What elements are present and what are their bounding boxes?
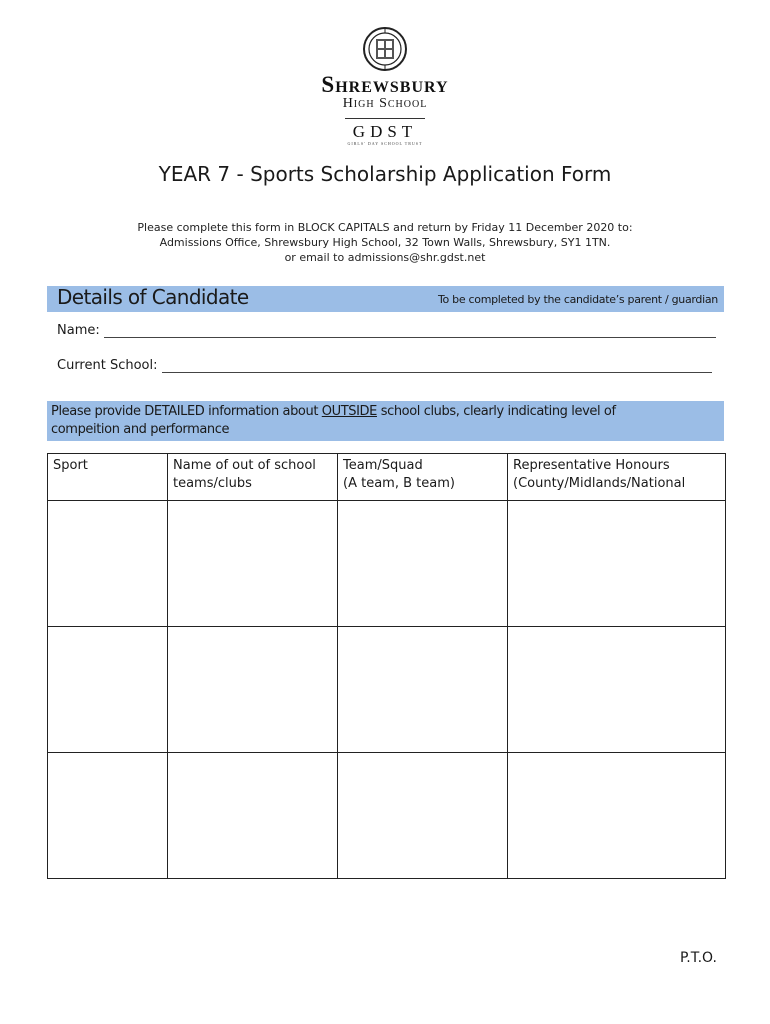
page-turn-note: P.T.O. bbox=[680, 950, 717, 966]
team-squad-cell[interactable] bbox=[338, 627, 508, 753]
honours-cell[interactable] bbox=[508, 501, 726, 627]
sport-cell[interactable] bbox=[48, 501, 168, 627]
form-title: YEAR 7 - Sports Scholarship Application Form bbox=[158, 162, 612, 186]
logo-trust: GDST bbox=[352, 122, 418, 141]
name-field[interactable] bbox=[104, 337, 716, 338]
header-team-squad-line-1: Team/Squad bbox=[343, 458, 423, 473]
clubs-prompt-emphasis: OUTSIDE bbox=[321, 404, 377, 419]
section-note: To be completed by the candidate’s parent / guardian bbox=[438, 293, 718, 306]
club-name-cell[interactable] bbox=[168, 753, 338, 879]
table-header-row bbox=[48, 454, 726, 501]
instruction-line: Please complete this form in BLOCK CAPITALS and return by Friday 11 December 2020 to: bbox=[137, 221, 633, 234]
header-honours-line-2: (County/Midlands/National bbox=[513, 476, 686, 491]
clubs-prompt-line-1 bbox=[51, 404, 616, 419]
header-club-name bbox=[168, 454, 338, 501]
club-name-cell[interactable] bbox=[168, 501, 338, 627]
sport-cell[interactable] bbox=[48, 627, 168, 753]
current-school-label: Current School: bbox=[57, 358, 158, 373]
logo-tagline: GIRLS' DAY SCHOOL TRUST bbox=[347, 141, 423, 146]
logo-divider bbox=[345, 118, 425, 119]
team-squad-cell[interactable] bbox=[338, 501, 508, 627]
honours-cell[interactable] bbox=[508, 627, 726, 753]
sport-cell[interactable] bbox=[48, 753, 168, 879]
clubs-prompt-line-2: compeition and performance bbox=[51, 422, 230, 437]
clubs-prompt-after: school clubs, clearly indicating level of bbox=[376, 404, 616, 419]
header-honours bbox=[508, 454, 726, 501]
school-crest-icon bbox=[362, 26, 408, 72]
name-label: Name: bbox=[57, 323, 100, 338]
header-team-squad-line-2: (A team, B team) bbox=[343, 476, 455, 491]
table-row bbox=[48, 501, 726, 627]
current-school-field[interactable] bbox=[162, 372, 712, 373]
table-row bbox=[48, 627, 726, 753]
instruction-address: Admissions Office, Shrewsbury High School, 32 Town Walls, Shrewsbury, SY1 1TN. bbox=[159, 236, 611, 249]
logo-school-name: Shrewsbury bbox=[321, 72, 449, 97]
section-title: Details of Candidate bbox=[57, 285, 249, 309]
honours-cell[interactable] bbox=[508, 753, 726, 879]
club-name-cell[interactable] bbox=[168, 627, 338, 753]
header-club-name-line-2: teams/clubs bbox=[173, 476, 252, 491]
table-row bbox=[48, 753, 726, 879]
clubs-prompt-before: Please provide DETAILED information about bbox=[51, 404, 322, 419]
header-club-name-line-1: Name of out of school bbox=[173, 458, 316, 473]
header-sport-line-1: Sport bbox=[53, 458, 88, 473]
clubs-table bbox=[47, 453, 726, 879]
header-sport bbox=[48, 454, 168, 501]
logo-school-subtitle: High School bbox=[342, 96, 428, 111]
header-honours-line-1: Representative Honours bbox=[513, 458, 670, 473]
team-squad-cell[interactable] bbox=[338, 753, 508, 879]
header-team-squad bbox=[338, 454, 508, 501]
instruction-email: or email to admissions@shr.gdst.net bbox=[284, 251, 486, 264]
